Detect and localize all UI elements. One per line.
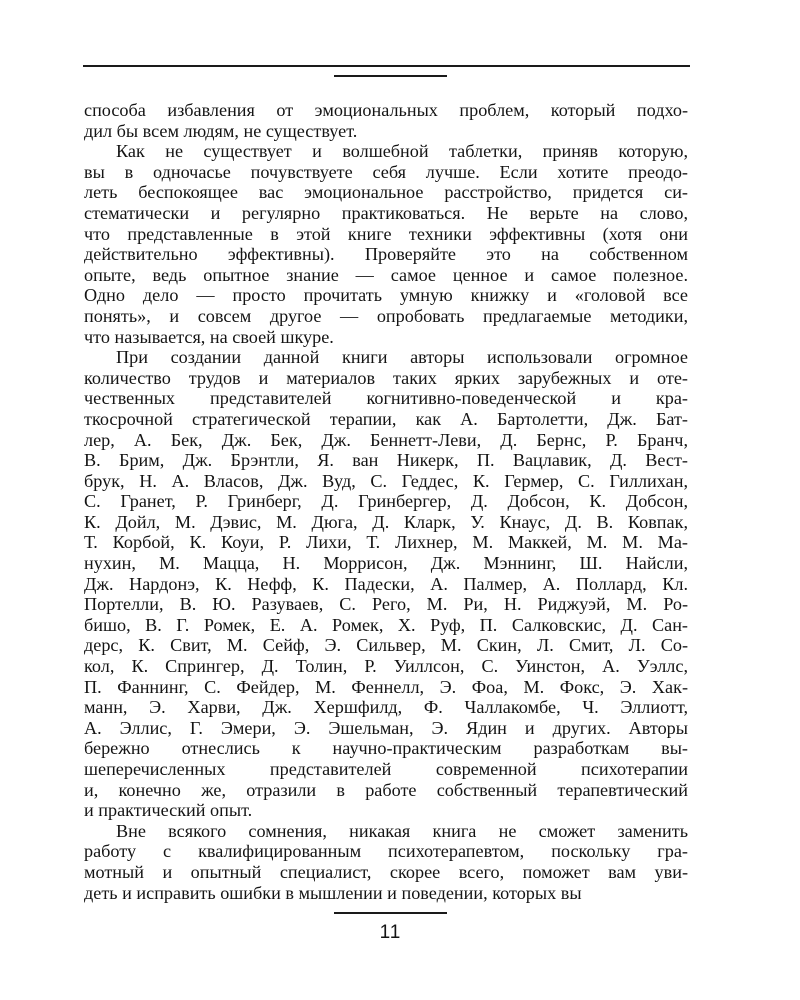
- text-line: В. Брим, Дж. Брэнтли, Я. ван Никерк, П. Вацлавик, Д. Вест-: [84, 450, 688, 471]
- paragraph: [84, 141, 688, 347]
- paragraph: [84, 347, 688, 821]
- text-line: бишо, В. Г. Ромек, Е. А. Ромек, Х. Руф, П. Салковскис, Д. Сан-: [84, 614, 688, 635]
- header-rule: [83, 65, 690, 67]
- text-line: лер, А. Бек, Дж. Бек, Дж. Беннетт-Леви, Д. Бернс, Р. Бранч,: [84, 429, 688, 450]
- text-line: А. Эллис, Г. Эмери, Э. Эшельман, Э. Ядин и других. Авторы: [84, 717, 688, 738]
- text-line: П. Фаннинг, С. Фейдер, М. Феннелл, Э. Фоа, М. Фокс, Э. Хак-: [84, 676, 688, 697]
- text-line: С. Гранет, Р. Гринберг, Д. Гринбергер, Д. Добсон, К. Добсон,: [84, 491, 688, 512]
- text-line: вы в одночасье почувствуете себя лучше. Если хотите преодо-: [84, 161, 688, 182]
- text-line: бережно отнеслись к научно-практическим разработкам вы-: [84, 738, 688, 759]
- text-line: шеперечисленных представителей современной психотерапии: [84, 759, 688, 779]
- text-line: стематически и регулярно практиковаться. Не верьте на слово,: [84, 202, 688, 223]
- text-line: что представленные в этой книге техники эффективны (хотя они: [84, 223, 688, 244]
- text-line: Вне всякого сомнения, никакая книга не сможет заменить: [116, 820, 688, 841]
- text-line: дил бы всем людям, не существует.: [84, 120, 358, 141]
- text-line: К. Дойл, М. Дэвис, М. Дюга, Д. Кларк, У. Кнаус, Д. В. Ковпак,: [84, 511, 688, 532]
- text-line: кол, К. Спрингер, Д. Толин, Р. Уиллсон, С. Уинстон, А. Уэллс,: [84, 656, 688, 677]
- text-line: чественных представителей когнитивно-поведенческой и кра-: [84, 388, 688, 409]
- text-line: мотный и опытный специалист, скорее всего, поможет вам уви-: [84, 861, 688, 882]
- text-line: что называется, на своей шкуре.: [84, 326, 334, 347]
- text-line: способа избавления от эмоциональных проблем, который подхо-: [84, 100, 688, 120]
- text-line: леть беспокоящее вас эмоциональное расстройство, придется си-: [84, 182, 688, 203]
- footer-rule: [334, 912, 447, 914]
- text-line: Как не существует и волшебной таблетки, приняв которую,: [116, 141, 688, 162]
- text-line: При создании данной книги авторы использовали огромное: [116, 347, 688, 368]
- text-line: брук, Н. А. Власов, Дж. Вуд, С. Геддес, К. Гермер, С. Гиллихан,: [84, 470, 688, 491]
- text-line: Т. Корбой, К. Коуи, Р. Лихи, Т. Лихнер, М. Маккей, М. М. Ма-: [84, 532, 688, 553]
- text-line: ткосрочной стратегической терапии, как А. Бартолетти, Дж. Бат-: [84, 408, 688, 429]
- text-line: и практический опыт.: [84, 800, 253, 821]
- text-line: Дж. Нардонэ, К. Нефф, К. Падески, А. Палмер, А. Поллард, Кл.: [84, 573, 688, 594]
- paragraph: [84, 821, 688, 903]
- text-line: нухин, М. Мацца, Н. Моррисон, Дж. Мэннинг, Ш. Найсли,: [84, 553, 688, 574]
- text-line: деть и исправить ошибки в мышлении и поведении, которых вы: [84, 882, 582, 903]
- page-number: 11: [379, 922, 402, 943]
- text-line: понять», и совсем другое — опробовать предлагаемые методики,: [84, 305, 688, 326]
- text-line: и, конечно же, отразили в работе собственный терапевтический: [84, 779, 688, 800]
- text-line: манн, Э. Харви, Дж. Хершфилд, Ф. Чаллакомбе, Ч. Эллиотт,: [84, 697, 688, 718]
- text-line: Портелли, В. Ю. Разуваев, С. Рего, М. Ри, Н. Риджуэй, М. Ро-: [84, 594, 688, 615]
- paragraph: [84, 100, 688, 141]
- text-line: работу с квалифицированным психотерапевтом, поскольку гра-: [84, 841, 688, 862]
- page-body-text: [84, 100, 688, 903]
- text-line: количество трудов и материалов таких ярких зарубежных и оте-: [84, 367, 688, 388]
- text-line: дерс, К. Свит, М. Сейф, Э. Сильвер, М. Скин, Л. Смит, Л. Со-: [84, 635, 688, 656]
- text-line: Одно дело — просто прочитать умную книжку и «головой все: [84, 285, 688, 306]
- text-line: действительно эффективны). Проверяйте это на собственном: [84, 244, 688, 265]
- text-line: опыте, ведь опытное знание — самое ценное и самое полезное.: [84, 264, 688, 285]
- header-short-rule: [334, 75, 447, 77]
